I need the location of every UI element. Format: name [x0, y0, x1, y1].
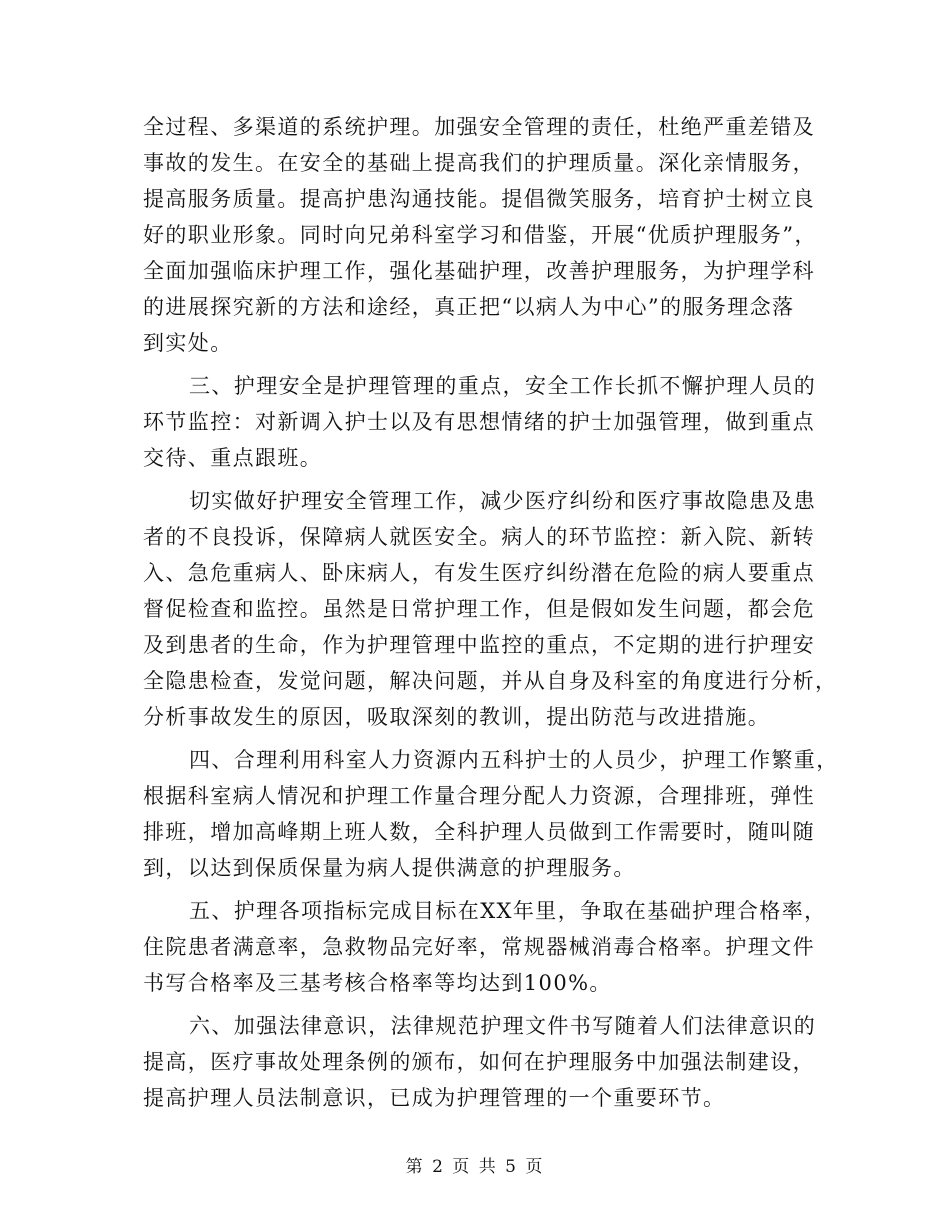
text-line: 切实做好护理安全管理工作，减少医疗纠纷和医疗事故隐患及患	[189, 489, 817, 513]
text-line: 到，以达到保质保量为病人提供满意的护理服务。	[143, 856, 636, 880]
text-line: 到实处。	[143, 331, 233, 355]
text-line: 环节监控：对新调入护士以及有思想情绪的护士加强管理，做到重点	[143, 410, 815, 434]
text-line: 四、合理利用科室人力资源内五科护士的人员少，护理工作繁重，	[189, 748, 839, 772]
text-line: 全面加强临床护理工作，强化基础护理，改善护理服务，为护理学科	[143, 259, 815, 283]
text-line: 排班，增加高峰期上班人数，全科护理人员做到工作需要时，随叫随	[143, 820, 815, 844]
text-line: 提高护理人员法制意识，已成为护理管理的一个重要环节。	[143, 1086, 726, 1110]
paragraph	[143, 483, 838, 735]
text-line: 六、加强法律意识，法律规范护理文件书写随着人们法律意识的	[189, 1014, 817, 1038]
text-line: 及到患者的生命，作为护理管理中监控的重点，不定期的进行护理安	[143, 633, 815, 657]
text-line: 事故的发生。在安全的基础上提高我们的护理质量。深化亲情服务，	[143, 151, 815, 175]
text-line: 全过程、多渠道的系统护理。加强安全管理的责任，杜绝严重差错及	[143, 115, 815, 139]
text-line: 分析事故发生的原因，吸取深刻的教训，提出防范与改进措施。	[143, 705, 771, 729]
text-line: 提高服务质量。提高护患沟通技能。提倡微笑服务，培育护士树立良	[143, 187, 815, 211]
paragraph-gap	[143, 886, 813, 893]
paragraph	[143, 368, 817, 476]
paragraph	[143, 109, 817, 361]
paragraph-gap	[143, 1001, 813, 1008]
text-line: 交待、重点跟班。	[143, 446, 323, 470]
paragraph-gap	[143, 361, 813, 368]
paragraph-gap	[143, 735, 813, 742]
paragraph	[143, 742, 839, 886]
page-footer: 第 2 页 共 5 页	[405, 1157, 545, 1177]
text-line: 入、急危重病人、卧床病人，有发生医疗纠纷潜在危险的病人要重点	[143, 561, 815, 585]
text-line: 根据科室病人情况和护理工作量合理分配人力资源，合理排班，弹性	[143, 784, 815, 808]
text-line: 的进展探究新的方法和途经，真正把“以病人为中心”的服务理念落	[143, 295, 795, 319]
text-line: 督促检查和监控。虽然是日常护理工作，但是假如发生问题，都会危	[143, 597, 815, 621]
text-line: 者的不良投诉，保障病人就医安全。病人的环节监控：新入院、新转	[143, 525, 815, 549]
text-line: 住院患者满意率，急救物品完好率，常规器械消毒合格率。护理文件	[143, 935, 815, 959]
document-body	[143, 109, 839, 1116]
paragraph	[143, 1008, 817, 1116]
paragraph	[143, 893, 827, 1001]
paragraph-gap	[143, 476, 813, 483]
text-line: 书写合格率及三基考核合格率等均达到100%。	[143, 971, 612, 995]
text-line: 五、护理各项指标完成目标在XX年里，争取在基础护理合格率，	[189, 899, 827, 923]
text-line: 好的职业形象。同时向兄弟科室学习和借鉴，开展“优质护理服务”，	[143, 223, 817, 247]
text-line: 全隐患检查，发觉问题，解决问题，并从自身及科室的角度进行分析，	[143, 669, 838, 693]
text-line: 提高，医疗事故处理条例的颁布，如何在护理服务中加强法制建设，	[143, 1050, 815, 1074]
text-line: 三、护理安全是护理管理的重点，安全工作长抓不懈护理人员的	[189, 374, 817, 398]
